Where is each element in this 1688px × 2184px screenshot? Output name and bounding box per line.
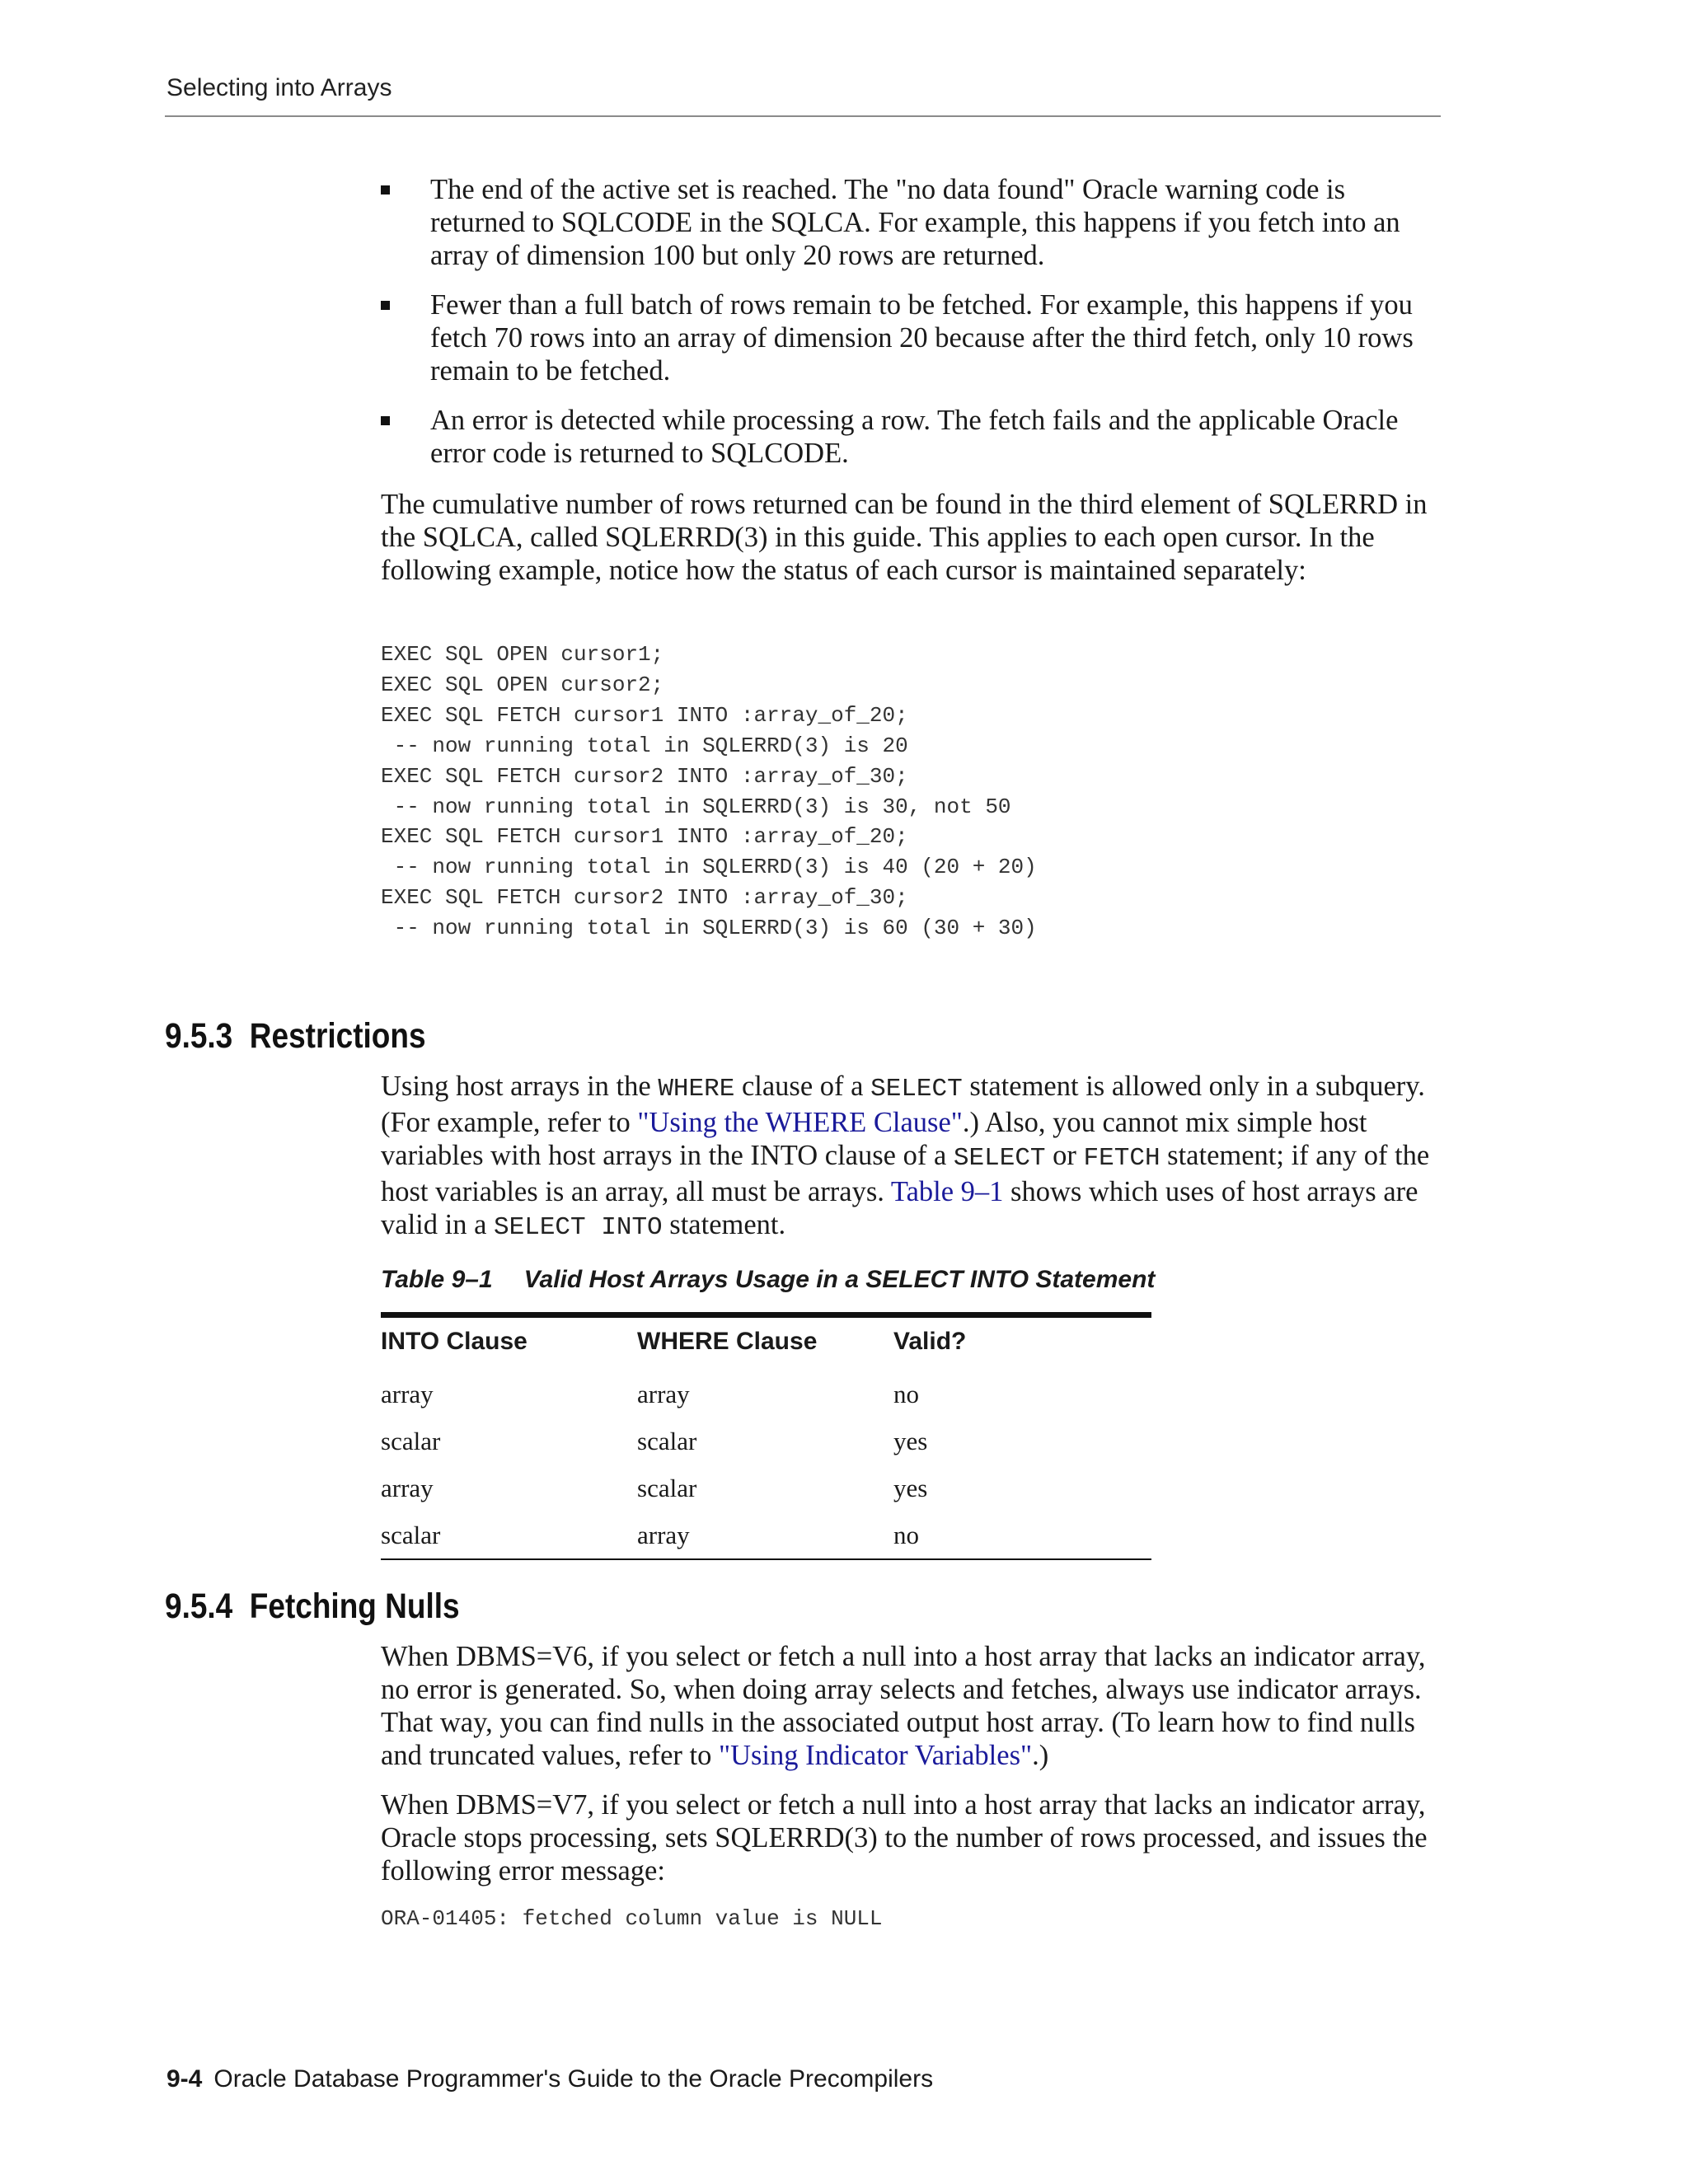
table-header-row — [381, 1315, 1151, 1371]
square-bullet-icon — [381, 301, 390, 310]
bullet-item — [381, 404, 1444, 470]
section-title: Restrictions — [249, 1016, 426, 1056]
table-cell: no — [893, 1520, 919, 1549]
table-cell: array — [381, 1379, 434, 1408]
text-run: Using host arrays in the — [381, 1071, 659, 1102]
section-heading-restrictions — [165, 1016, 426, 1057]
text-run: .) — [1032, 1740, 1049, 1771]
text-run: statement. — [662, 1209, 786, 1240]
inline-code-select: SELECT — [870, 1075, 963, 1104]
code-line: EXEC SQL OPEN cursor1; — [381, 642, 664, 667]
section-number: 9.5.4 — [165, 1586, 233, 1626]
table-cell: no — [893, 1379, 919, 1408]
table-cell: array — [637, 1520, 690, 1549]
text-run: clause of a — [734, 1071, 871, 1102]
table-cell: scalar — [381, 1520, 441, 1549]
table-cell: scalar — [637, 1426, 697, 1455]
table-cell: yes — [893, 1426, 928, 1455]
square-bullet-icon — [381, 416, 390, 425]
text-run: When DBMS=V6, if you select or fetch a null into a host array that lacks an indicator array, no error is generated. So, when doing array selects and fetches, always use indicator arrays. That way, you can find nulls in the associated output host array. (To learn how to find nulls and truncated values, refer to — [381, 1641, 1426, 1771]
section-title: Fetching Nulls — [249, 1586, 460, 1626]
table-cell: array — [381, 1473, 434, 1502]
table-cell: scalar — [381, 1426, 441, 1455]
bullet-item — [381, 173, 1444, 272]
inline-code-select-into: SELECT INTO — [494, 1213, 663, 1242]
cumulative-rows-paragraph: The cumulative number of rows returned can be found in the third element of SQLERRD in the SQLCA, called SQLERRD(3) in this guide. This applies to each open cursor. In the following example, notice how the status of each cursor is maintained separately: — [381, 489, 1428, 586]
bullet-text: The end of the active set is reached. The "no data found" Oracle warning code is returned to SQLCODE in the SQLCA. For example, this happens if you fetch into an array of dimension 100 but only 20 rows are returned. — [430, 174, 1400, 271]
bullet-text: Fewer than a full batch of rows remain to be fetched. For example, this happens if you fetch 70 rows into an array of dimension 20 because after the third fetch, only 10 rows remain to be fetched. — [430, 289, 1414, 387]
code-line: EXEC SQL FETCH cursor1 INTO :array_of_20; — [381, 824, 908, 850]
code-line: -- now running total in SQLERRD(3) is 60 (30 + 30) — [381, 916, 1037, 941]
table-caption-label: Table 9–1 — [381, 1266, 493, 1293]
valid-host-arrays-table — [381, 1312, 1151, 1560]
text-run: statement; if any of the host variables is an array, all must be arrays. — [381, 1140, 1430, 1207]
bullet-text: An error is detected while processing a row. The fetch fails and the applicable Oracle error code is returned to SQLCODE. — [430, 405, 1399, 469]
code-line: EXEC SQL FETCH cursor2 INTO :array_of_30; — [381, 763, 908, 789]
page-number: 9-4 — [166, 2065, 203, 2093]
error-message-code: ORA-01405: fetched column value is NULL — [381, 1906, 883, 1931]
column-header-into: INTO Clause — [381, 1328, 528, 1355]
table-9-1-link[interactable]: Table 9–1 — [890, 1176, 1004, 1207]
table-row — [381, 1371, 1151, 1418]
text-run: shows which uses of host arrays are valid in a — [381, 1176, 1418, 1240]
section-heading-fetching-nulls — [165, 1586, 460, 1627]
text-run: .) Also, you cannot mix simple host variables with host arrays in the INTO clause of a — [381, 1107, 1367, 1171]
bullet-list — [381, 173, 1444, 486]
column-header-where: WHERE Clause — [637, 1328, 818, 1355]
column-header-valid: Valid? — [893, 1328, 967, 1355]
inline-code-fetch: FETCH — [1083, 1144, 1160, 1173]
dbms-v6-paragraph — [381, 1640, 1444, 1772]
table-row — [381, 1465, 1151, 1511]
bullet-item — [381, 288, 1444, 387]
book-title: Oracle Database Programmer's Guide to the Oracle Precompilers — [213, 2065, 934, 2093]
header-divider — [165, 115, 1441, 117]
restrictions-paragraph — [381, 1070, 1444, 1244]
section-number: 9.5.3 — [165, 1016, 233, 1056]
page-footer — [166, 2065, 933, 2093]
table-cell: scalar — [637, 1473, 697, 1502]
dbms-v7-paragraph: When DBMS=V7, if you select or fetch a null into a host array that lacks an indicator array, Oracle stops processing, sets SQLERRD(3) to the number of rows processed, and issues the following error message: — [381, 1789, 1428, 1886]
text-run: or — [1045, 1140, 1084, 1171]
code-line: EXEC SQL OPEN cursor2; — [381, 672, 664, 697]
using-where-clause-link[interactable]: "Using the WHERE Clause" — [637, 1107, 963, 1138]
text-run: statement is allowed only in a subquery. (For example, refer to — [381, 1071, 1425, 1138]
code-line: EXEC SQL FETCH cursor1 INTO :array_of_20; — [381, 702, 908, 728]
running-header: Selecting into Arrays — [166, 74, 392, 101]
code-line: -- now running total in SQLERRD(3) is 30, not 50 — [381, 794, 1011, 819]
table-caption-title: Valid Host Arrays Usage in a SELECT INTO Statement — [523, 1266, 1156, 1293]
table-row — [381, 1511, 1151, 1559]
code-line: -- now running total in SQLERRD(3) is 40 (20 + 20) — [381, 855, 1037, 880]
cursor-fetch-code-example — [381, 640, 1037, 944]
code-line: -- now running total in SQLERRD(3) is 20 — [381, 733, 908, 758]
square-bullet-icon — [381, 185, 390, 194]
table-cell: yes — [893, 1473, 928, 1502]
inline-code-where: WHERE — [658, 1075, 735, 1104]
table-row — [381, 1418, 1151, 1465]
inline-code-select: SELECT — [953, 1144, 1046, 1173]
code-line: EXEC SQL FETCH cursor2 INTO :array_of_30; — [381, 885, 908, 911]
using-indicator-variables-link[interactable]: "Using Indicator Variables" — [718, 1740, 1033, 1771]
table-cell: array — [637, 1379, 690, 1408]
table-caption — [381, 1266, 1155, 1294]
